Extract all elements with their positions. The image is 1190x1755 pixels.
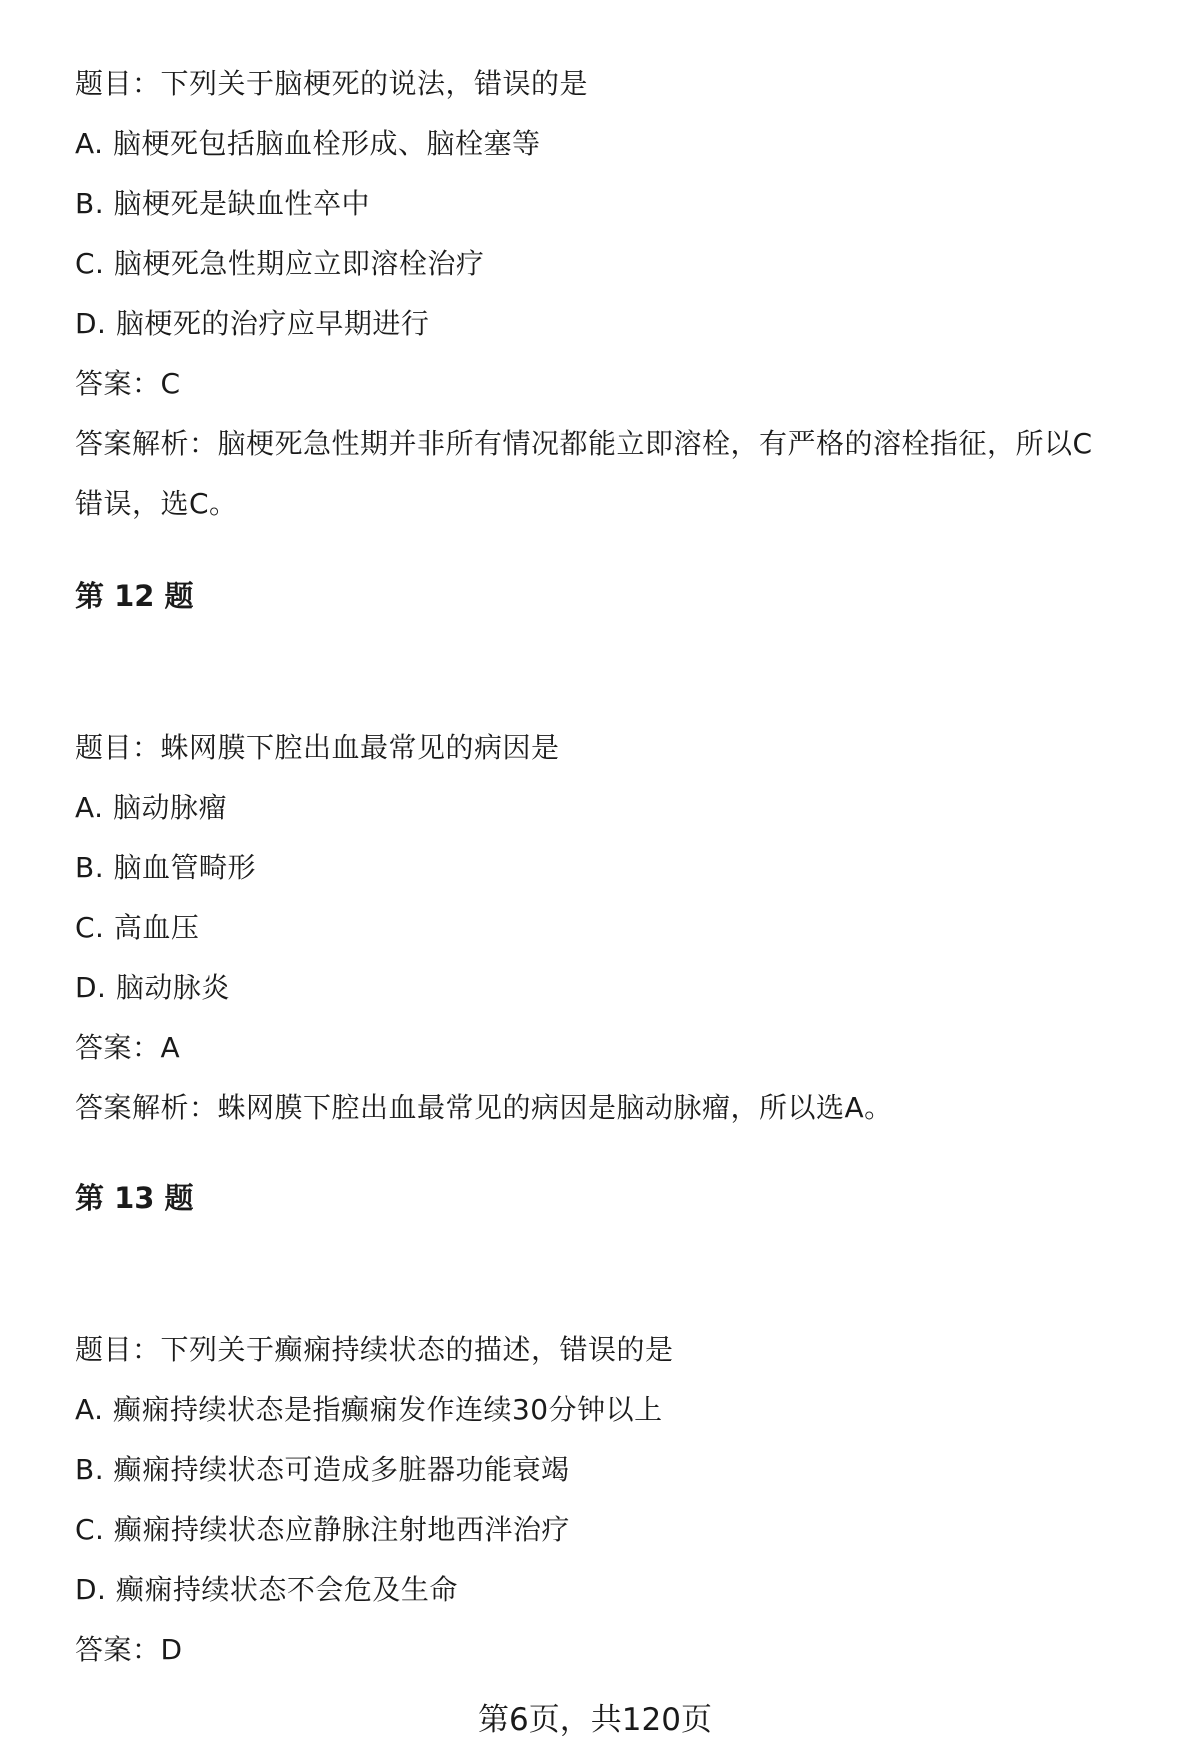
q13-answer: 答案：D (75, 1633, 183, 1666)
q12-heading: 第 12 题 (75, 579, 194, 613)
q13-option-c: C. 癫痫持续状态应静脉注射地西泮治疗 (75, 1513, 570, 1546)
q12-stem: 题目：蛛网膜下腔出血最常见的病因是 (75, 731, 560, 764)
q11-stem: 题目：下列关于脑梗死的说法，错误的是 (75, 67, 589, 100)
q11-option-c: C. 脑梗死急性期应立即溶栓治疗 (75, 247, 485, 280)
page-indicator: 第6页，共120页 (478, 1702, 712, 1738)
q11-option-d: D. 脑梗死的治疗应早期进行 (75, 307, 430, 340)
q13-stem: 题目：下列关于癫痫持续状态的描述，错误的是 (75, 1333, 674, 1366)
q11-answer: 答案：C (75, 367, 181, 400)
q12-option-d: D. 脑动脉炎 (75, 971, 230, 1004)
q12-option-c: C. 高血压 (75, 911, 200, 944)
q12-option-a: A. 脑动脉瘤 (75, 791, 227, 824)
q13-option-a: A. 癫痫持续状态是指癫痫发作连续30分钟以上 (75, 1393, 663, 1426)
q11-analysis-line2: 错误，选C。 (75, 487, 238, 520)
q11-option-a: A. 脑梗死包括脑血栓形成、脑栓塞等 (75, 127, 541, 160)
q13-option-d: D. 癫痫持续状态不会危及生命 (75, 1573, 458, 1606)
q12-analysis: 答案解析：蛛网膜下腔出血最常见的病因是脑动脉瘤，所以选A。 (75, 1091, 893, 1124)
q13-option-b: B. 癫痫持续状态可造成多脏器功能衰竭 (75, 1453, 570, 1486)
q11-analysis-line1: 答案解析：脑梗死急性期并非所有情况都能立即溶栓，有严格的溶栓指征，所以C (75, 427, 1093, 460)
q12-answer: 答案：A (75, 1031, 181, 1064)
q13-heading: 第 13 题 (75, 1181, 194, 1215)
q11-option-b: B. 脑梗死是缺血性卒中 (75, 187, 371, 220)
q12-option-b: B. 脑血管畸形 (75, 851, 257, 884)
